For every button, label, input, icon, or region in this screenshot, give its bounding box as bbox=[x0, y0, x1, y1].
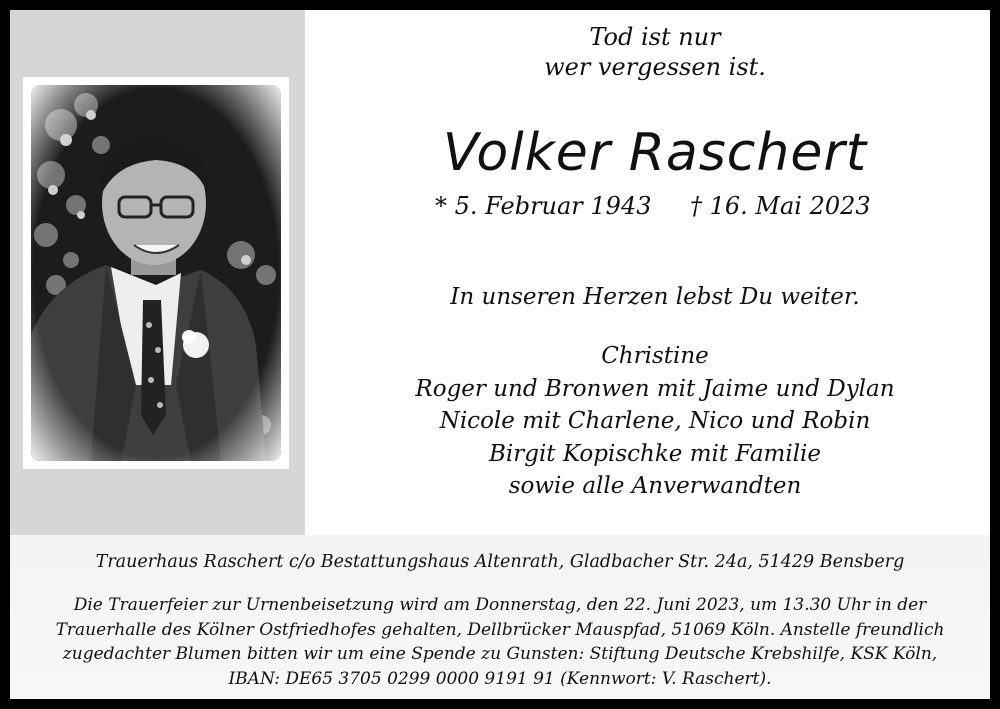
mourner-line: Birgit Kopischke mit Familie bbox=[488, 440, 822, 467]
remembrance-line: In unseren Herzen lebst Du weiter. bbox=[450, 284, 860, 310]
mourner-line: Roger und Bronwen mit Jaime und Dylan bbox=[415, 375, 895, 402]
deceased-name: Volker Raschert bbox=[442, 123, 868, 183]
motto-line: Tod ist nur bbox=[589, 23, 721, 51]
mourning-house-address: Trauerhaus Raschert c/o Bestattungshaus Altenrath, Gladbacher Str. 24a, 51429 Bensberg bbox=[95, 552, 905, 572]
mourners-list bbox=[385, 340, 925, 503]
motto-line: wer vergessen ist. bbox=[544, 53, 766, 81]
mourner-line: sowie alle Anverwandten bbox=[508, 473, 802, 499]
ceremony-line: Die Trauerfeier zur Urnenbeisetzung wird am Donnerstag, den 22. Juni 2023, um 13.30 Uhr in der bbox=[73, 595, 927, 615]
ceremony-details bbox=[10, 593, 990, 691]
motto bbox=[505, 22, 805, 82]
portrait-photo bbox=[31, 85, 281, 461]
birth-date: * 5. Februar 1943 bbox=[435, 192, 652, 220]
ceremony-line: IBAN: DE65 3705 0299 0000 9191 91 (Kennwort: V. Raschert). bbox=[228, 668, 772, 689]
mourner-line: Nicole mit Charlene, Nico und Robin bbox=[439, 408, 871, 434]
ceremony-line: zugedachter Blumen bitten wir um eine Spende zu Gunsten: Stiftung Deutsche Krebshilfe, KSK Köln, bbox=[62, 644, 938, 664]
portrait-frame bbox=[23, 77, 289, 469]
death-date: † 16. Mai 2023 bbox=[690, 192, 871, 220]
ceremony-line: Trauerhalle des Kölner Ostfriedhofes gehalten, Dellbrücker Mauspfad, 51069 Köln. Anstelle freundlich bbox=[55, 619, 945, 640]
mourner-line: Christine bbox=[601, 343, 709, 369]
